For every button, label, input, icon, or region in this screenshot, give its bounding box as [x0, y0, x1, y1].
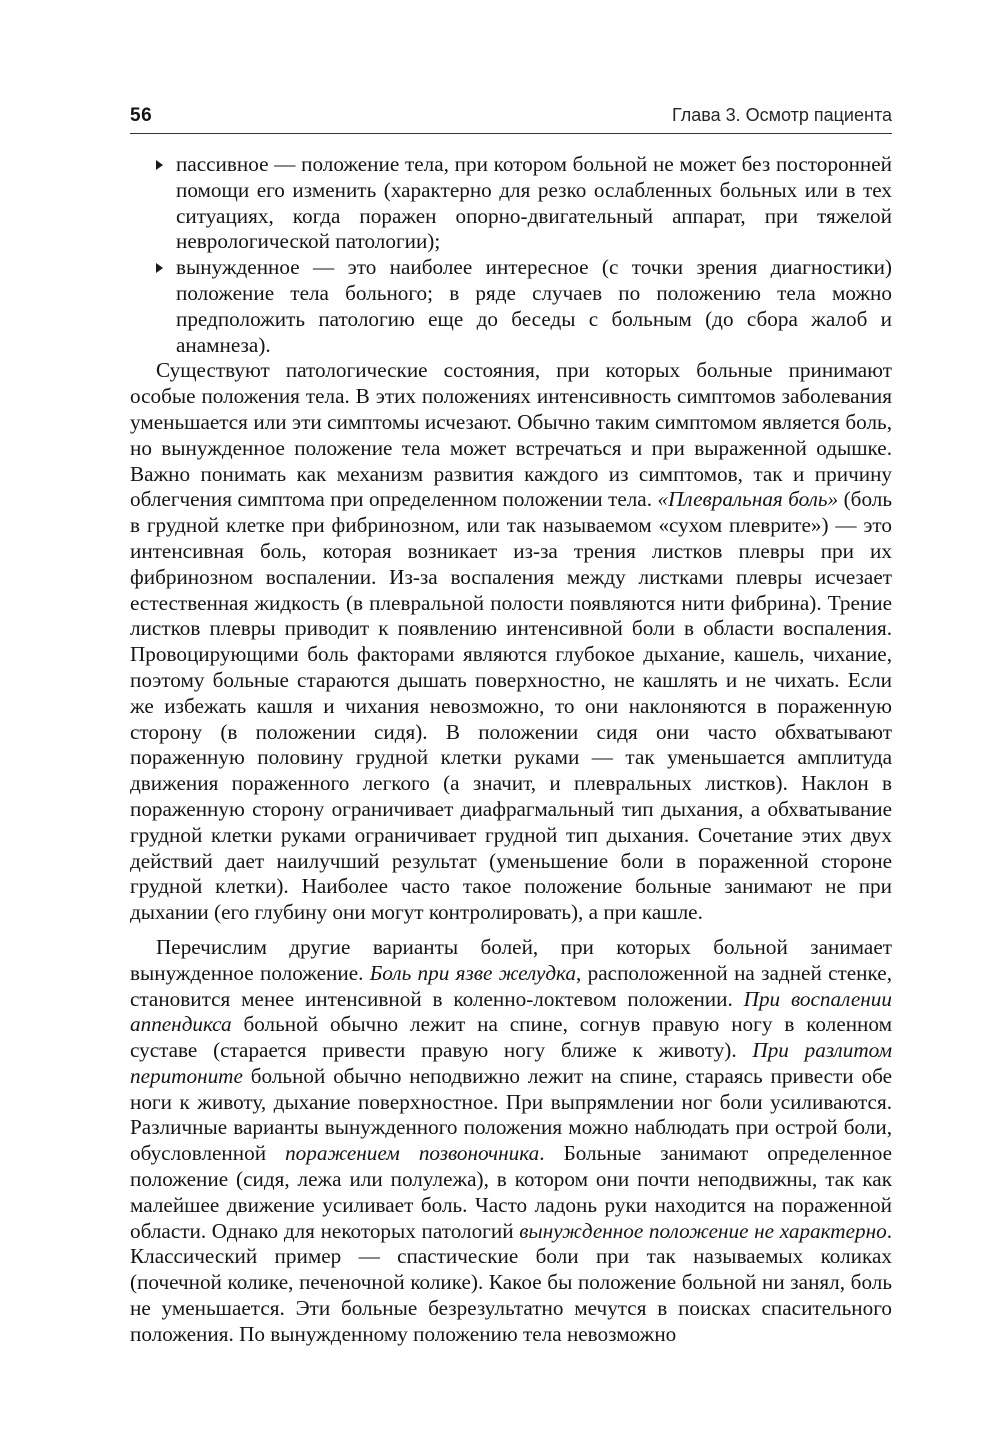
text-run: (боль в грудной клетке при фибринозном, или так называемом «сухом плеврите») — это интенсивная боль, которая возникает из-за трения листков плевры при их фибринозном воспалении. Из-за воспаления между листками плевры исчезает естественная жидкость (в плевральной полости появляются нити фибрина). Трение листков плевры приводит к появлению интенсивной боли в области воспаления. Провоцирующими боль факторами являются глубокое дыхание, кашель, чихание, поэтому больные стараются дышать поверхностно, не кашлять и не чихать. Если же избежать кашля и чихания невозможно, то они наклоняются в пораженную сторону (в положении сидя). В положении сидя они часто обхватывают пораженную половину грудной клетки руками — так уменьшается амплитуда движения пораженного легкого (а значит, и плевральных листков). Наклон в пораженную сторону ограничивает диафрагмальный тип дыхания, а обхватывание грудной клетки руками ограничивает грудной тип дыхания. Сочетание этих двух действий дает наилучший результат (уменьшение боли в пораженной стороне грудной клетки). Наиболее часто такое положение больные занимают не при дыхании (его глубину они могут контролировать), а при кашле. — [130, 487, 893, 925]
text-run: больной обычно неподвижно лежит на спине, стараясь привести обе ноги к животу, дыхание поверхностное. При выпрямлении ног боли усиливаются. Различные варианты вынужденного положения можно наблюдать при острой боли, обусловленной — [130, 1063, 892, 1166]
italic-term: При разлитом перитоните — [130, 1038, 892, 1088]
bullet-item-forced — [130, 255, 892, 358]
italic-term: поражением позвоночника — [285, 1141, 540, 1166]
body-text — [130, 152, 892, 1348]
text-run: , расположенной на задней стенке, становится менее интенсивной в коленно-локтевом положении. — [130, 960, 892, 1011]
page-header — [130, 103, 892, 134]
triangle-bullet-icon — [156, 263, 163, 273]
italic-term: «Плевральная боль» — [657, 487, 839, 512]
italic-term: вынужденное положение не характерно — [519, 1218, 887, 1243]
bullet-list — [130, 152, 892, 358]
text-run: больной обычно лежит на спине, согнув правую ногу в коленном суставе (старается привести правую ногу ближе к животу). — [130, 1012, 892, 1063]
text-run: Перечислим другие варианты болей, при которых больной занимает вынужденное положение. — [130, 934, 892, 985]
paragraph-pain-variants — [130, 935, 892, 1348]
italic-term: Боль при язве желудка — [369, 960, 577, 985]
text-run: . Больные занимают определенное положение (сидя, лежа или полулежа), в котором они почти неподвижны, так как малейшее движение усиливает боль. Часто ладонь руки находится на пораженной области. Однако для некоторых патологий — [130, 1141, 892, 1243]
running-head: Глава 3. Осмотр пациента — [671, 105, 892, 125]
triangle-bullet-icon — [156, 160, 163, 170]
bullet-text: вынужденное — это наиболее интересное (с точки зрения диагностики) положение тела больного; в ряде случаев по положению тела можно предположить патологию еще до беседы с больным (до сбора жалоб и анамнеза). — [176, 255, 892, 357]
paragraph-pathological-states — [130, 358, 892, 926]
page-number: 56 — [130, 105, 153, 126]
text-run: Существуют патологические состояния, при которых больные принимают особые положения тела. В этих положениях интенсивность симптомов заболевания уменьшается или эти симптомы исчезают. Обычно таким симптомом является боль, но вынужденное положение тела может встречаться и при выраженной одышке. Важно понимать как механизм развития каждого из симптомов, так и причину облегчения симптома при определенном положении тела. — [130, 358, 892, 512]
bullet-text: пассивное — положение тела, при котором больной не может без посторонней помощи его изменить (характерно для резко ослабленных больных или в тех ситуациях, когда поражен опорно-двигательный аппарат, при тяжелой неврологической патологии); — [176, 152, 892, 254]
text-run: . Классический пример — спастические боли при так называемых коликах (почечной колике, печеночной колике). Какое бы положение больной ни занял, боль не уменьшается. Эти больные безрезультатно мечутся в поисках спасительного положения. По вынужденному положению тела невозможно — [130, 1218, 892, 1346]
italic-term: При воспалении аппендикса — [130, 986, 892, 1037]
bullet-item-passive — [130, 152, 892, 255]
